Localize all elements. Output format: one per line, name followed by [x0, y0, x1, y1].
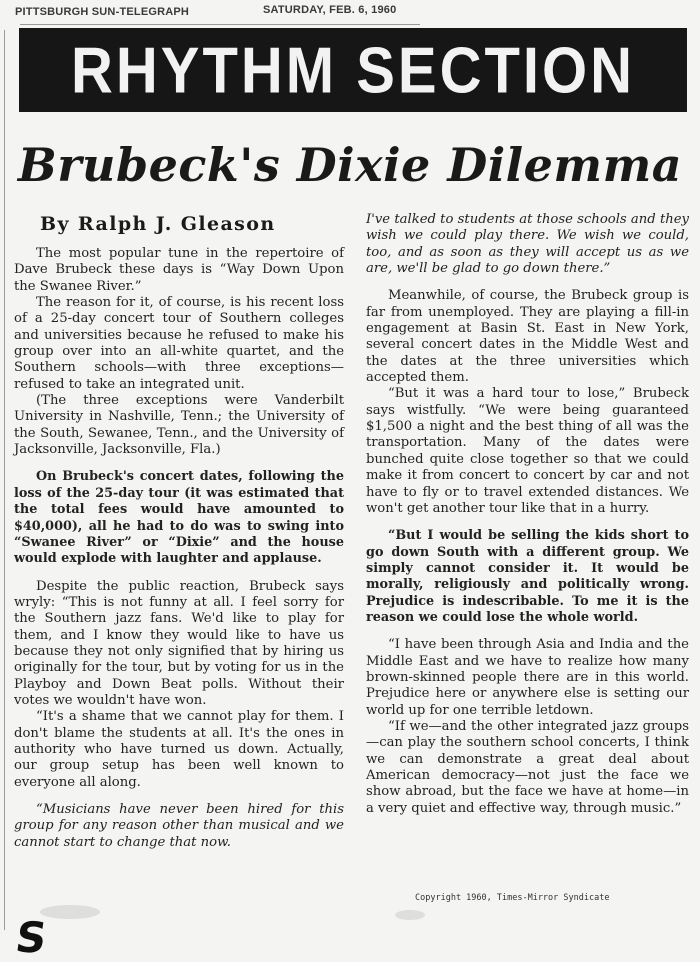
paragraph: The reason for it, of course, is his recent loss of a 25-day concert tour of Southern colleges and universities because he refused to make his group over into an all-white quartet, and the Southern schools—with three exceptions—refused to take an integrated unit. — [14, 295, 344, 392]
article-headline: Brubeck's Dixie Dilemma — [17, 138, 683, 192]
paragraph: Meanwhile, of course, the Brubeck group is far from unemployed. They are playing a fill-in engagement at Basin St. East in New York, several concert dates in the Middle West and the dates at the three universities which accepted them. — [366, 288, 689, 386]
paragraph-bold: On Brubeck's concert dates, following the loss of the 25-day tour (it was estimated that the total fees would have amounted to $40,000), all he had to do was to swing into “Swanee River” or “Dixie” and the house would explode with laughter and applause. — [14, 469, 344, 567]
article-column-left — [14, 246, 344, 851]
section-title: RHYTHM SECTION — [71, 33, 635, 107]
copyright-notice: Copyright 1960, Times-Mirror Syndicate — [415, 893, 610, 903]
paragraph: “But it was a hard tour to lose,” Brubeck says wistfully. “We were being guaranteed $1,500 a night and the best thing of all was the transportation. Many of the dates were bunched quite close together so that we could make it from concert to concert by car and not have to fly or to travel extended distances. We won't get another tour like that in a hurry. — [366, 386, 689, 516]
publication-date: SATURDAY, FEB. 6, 1960 — [263, 4, 397, 16]
paragraph: “I have been through Asia and India and the Middle East and we have to realize how many brown-skinned people there are in this world. Prejudice here or anywhere else is setting our world up for one terrible letdown. — [366, 637, 689, 718]
paragraph: The most popular tune in the repertoire of Dave Brubeck these days is “Way Down Upon the Swanee River.” — [14, 246, 344, 294]
section-banner — [19, 28, 687, 112]
paragraph-italic: “Musicians have never been hired for this group for any reason other than musical and we cannot start to change that now. — [14, 802, 344, 850]
masthead — [12, 4, 432, 22]
paragraph: Despite the public reaction, Brubeck says wryly: “This is not funny at all. I feel sorry for the Southern jazz fans. We'd like to play for them, and I know they would like to have us because they not only signified that by hiring us originally for the tour, but by voting for us in the Playboy and Down Beat polls. Without their votes we wouldn't have won. — [14, 578, 344, 708]
print-smudge — [40, 905, 100, 919]
article-byline: By Ralph J. Gleason — [40, 213, 276, 235]
paragraph-italic: I've talked to students at those schools and they wish we could play there. We wish we could, too, and as soon as they will accept us as we are, we'll be glad to go down there.” — [366, 212, 689, 277]
newspaper-name: PITTSBURGH SUN-TELEGRAPH — [15, 6, 190, 18]
paragraph: “It's a shame that we cannot play for them. I don't blame the students at all. It's the ones in authority who have turned us down. Actually, our group setup has been well known to everyone all along. — [14, 709, 344, 790]
paragraph: (The three exceptions were Vanderbilt University in Nashville, Tenn.; the University of the South, Sewanee, Tenn., and the University of Jacksonville, Jacksonville, Fla.) — [14, 393, 344, 458]
print-smudge — [395, 910, 425, 920]
paragraph-bold: “But I would be selling the kids short to go down South with a different group. We simply cannot consider it. It would be morally, religiously and politically wrong. Prejudice is indescribable. To me it is the reason we could lose the whole world. — [366, 528, 689, 625]
s-logo-icon: S — [12, 913, 50, 962]
paragraph: “If we—and the other integrated jazz groups—can play the southern school concerts, I think we can demonstrate a great deal about American democracy—not just the face we show abroad, but the face we have at home—in a very quiet and effective way, through music.” — [366, 718, 689, 816]
masthead-rule — [20, 24, 420, 25]
article-column-right — [366, 212, 689, 817]
